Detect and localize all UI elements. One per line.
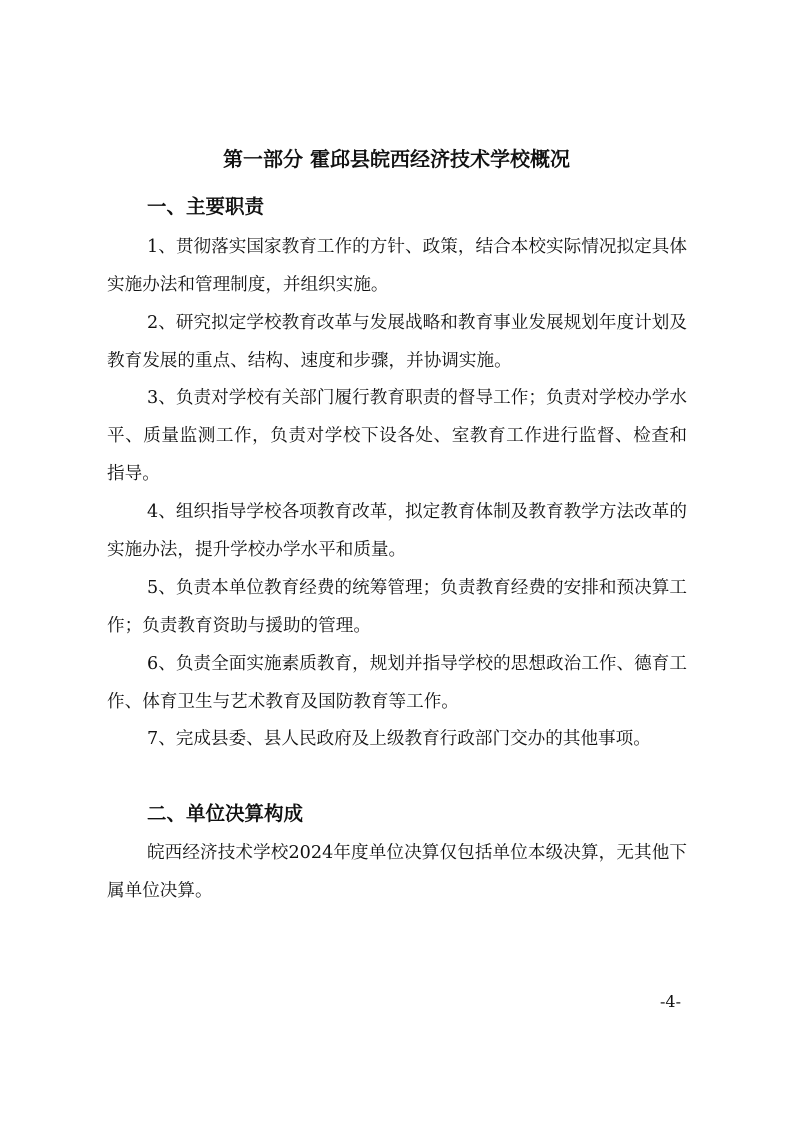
duty-paragraph-5: 5、负责本单位教育经费的统筹管理；负责教育经费的安排和预决算工作；负责教育资助与援助的管理。 xyxy=(107,578,687,636)
duty-paragraph-6: 6、负责全面实施素质教育，规划并指导学校的思想政治工作、德育工作、体育卫生与艺术教育及国防教育等工作。 xyxy=(107,654,687,712)
duty-paragraph-7: 7、完成县委、县人民政府及上级教育行政部门交办的其他事项。 xyxy=(147,729,651,749)
section-heading-budget-composition: 二、单位决算构成 xyxy=(147,802,304,825)
page-number: -4- xyxy=(660,992,681,1011)
duty-paragraph-2: 2、研究拟定学校教育改革与发展战略和教育事业发展规划年度计划及教育发展的重点、结构、速度和步骤，并协调实施。 xyxy=(107,313,687,371)
duty-paragraph-3: 3、负责对学校有关部门履行教育职责的督导工作；负责对学校办学水平、质量监测工作，负责对学校下设各处、室教育工作进行监督、检查和指导。 xyxy=(107,388,687,484)
section-heading-main-duties: 一、主要职责 xyxy=(147,195,265,218)
page-title: 第一部分 霍邱县皖西经济技术学校概况 xyxy=(223,147,570,171)
budget-composition-paragraph: 皖西经济技术学校2024年度单位决算仅包括单位本级决算，无其他下属单位决算。 xyxy=(107,843,687,901)
duty-paragraph-4: 4、组织指导学校各项教育改革，拟定教育体制及教育教学方法改革的实施办法，提升学校办学水平和质量。 xyxy=(107,502,687,560)
duty-paragraph-1: 1、贯彻落实国家教育工作的方针、政策，结合本校实际情况拟定具体实施办法和管理制度，并组织实施。 xyxy=(107,237,687,295)
